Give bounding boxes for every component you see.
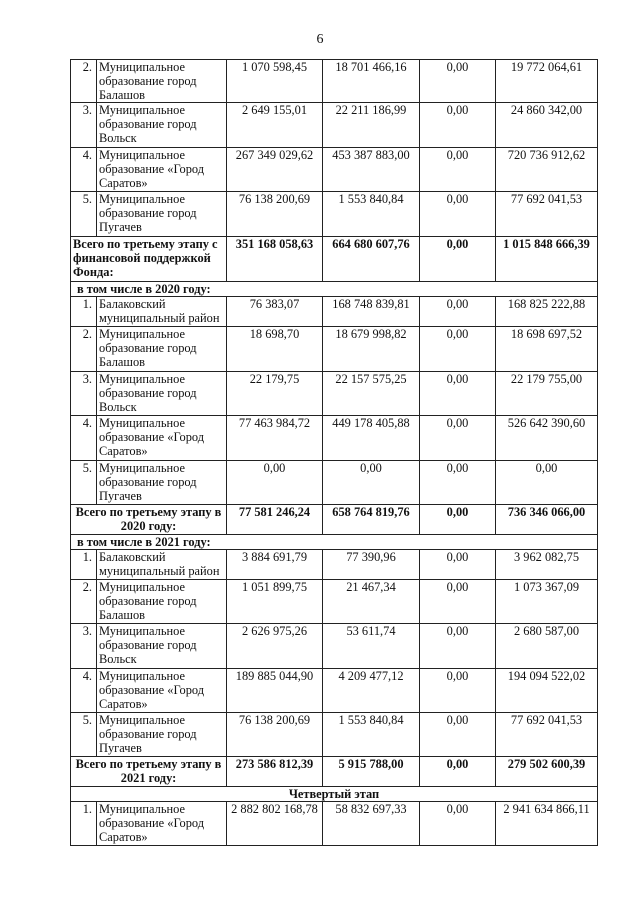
amount-col3: 0,00 — [420, 624, 496, 669]
amount-col2: 77 390,96 — [323, 550, 420, 580]
amount-col2: 21 467,34 — [323, 580, 420, 624]
amount-total: 2 941 634 866,11 — [496, 802, 598, 846]
municipality-name: Муниципальное образование город Вольск — [97, 103, 227, 148]
amount-col1: 1 051 899,75 — [227, 580, 323, 624]
amount-col1: 267 349 029,62 — [227, 148, 323, 192]
amount-col1: 18 698,70 — [227, 327, 323, 372]
amount-col3: 0,00 — [420, 802, 496, 846]
amount-col1: 189 885 044,90 — [227, 669, 323, 713]
table-row — [71, 461, 598, 505]
row-number: 3. — [71, 624, 97, 669]
amount-total: 77 692 041,53 — [496, 192, 598, 237]
amount-col2: 18 701 466,16 — [323, 60, 420, 103]
row-number: 3. — [71, 103, 97, 148]
row-number: 1. — [71, 297, 97, 327]
amount-col1: 77 463 984,72 — [227, 416, 323, 461]
table-row — [71, 713, 598, 757]
amount-col1: 77 581 246,24 — [227, 505, 323, 535]
row-number: 4. — [71, 416, 97, 461]
amount-col3: 0,00 — [420, 461, 496, 505]
amount-col1: 2 882 802 168,78 — [227, 802, 323, 846]
row-number: 4. — [71, 148, 97, 192]
amount-total: 19 772 064,61 — [496, 60, 598, 103]
municipality-name: Муниципальное образование «Город Саратов» — [97, 669, 227, 713]
total-label: Всего по третьему этапу с финансовой поддержкой Фонда: — [71, 237, 227, 282]
amount-col3: 0,00 — [420, 757, 496, 787]
amount-col3: 0,00 — [420, 713, 496, 757]
amount-col2: 5 915 788,00 — [323, 757, 420, 787]
amount-col2: 22 211 186,99 — [323, 103, 420, 148]
total-label: Всего по третьему этапу в 2020 году: — [71, 505, 227, 535]
amount-col2: 658 764 819,76 — [323, 505, 420, 535]
table-row — [71, 624, 598, 669]
section-header-row — [71, 787, 598, 802]
section-label: Четвертый этап — [71, 787, 598, 802]
row-number: 5. — [71, 713, 97, 757]
amount-col2: 449 178 405,88 — [323, 416, 420, 461]
amount-col1: 2 626 975,26 — [227, 624, 323, 669]
municipality-name: Муниципальное образование город Вольск — [97, 624, 227, 669]
municipality-name: Муниципальное образование «Город Саратов» — [97, 148, 227, 192]
row-number: 3. — [71, 372, 97, 416]
amount-col2: 22 157 575,25 — [323, 372, 420, 416]
amount-col1: 2 649 155,01 — [227, 103, 323, 148]
amount-total: 194 094 522,02 — [496, 669, 598, 713]
table-row — [71, 416, 598, 461]
municipality-name: Балаковский муниципальный район — [97, 297, 227, 327]
table-row — [71, 580, 598, 624]
financing-table — [70, 59, 598, 846]
total-row — [71, 757, 598, 787]
amount-total: 77 692 041,53 — [496, 713, 598, 757]
row-number: 5. — [71, 192, 97, 237]
municipality-name: Балаковский муниципальный район — [97, 550, 227, 580]
row-number: 1. — [71, 550, 97, 580]
amount-col2: 0,00 — [323, 461, 420, 505]
table-row — [71, 148, 598, 192]
amount-col3: 0,00 — [420, 416, 496, 461]
amount-total: 0,00 — [496, 461, 598, 505]
amount-col1: 1 070 598,45 — [227, 60, 323, 103]
amount-col1: 273 586 812,39 — [227, 757, 323, 787]
amount-col3: 0,00 — [420, 669, 496, 713]
row-number: 2. — [71, 327, 97, 372]
table-row — [71, 192, 598, 237]
amount-total: 3 962 082,75 — [496, 550, 598, 580]
amount-col3: 0,00 — [420, 505, 496, 535]
table-row — [71, 669, 598, 713]
subheader-row — [71, 282, 598, 297]
subheader-row — [71, 535, 598, 550]
municipality-name: Муниципальное образование город Балашов — [97, 327, 227, 372]
amount-total: 168 825 222,88 — [496, 297, 598, 327]
subheader-label: в том числе в 2021 году: — [71, 535, 598, 550]
amount-col3: 0,00 — [420, 580, 496, 624]
amount-col3: 0,00 — [420, 192, 496, 237]
municipality-name: Муниципальное образование город Балашов — [97, 580, 227, 624]
amount-total: 2 680 587,00 — [496, 624, 598, 669]
amount-col2: 58 832 697,33 — [323, 802, 420, 846]
table-row — [71, 60, 598, 103]
amount-col3: 0,00 — [420, 237, 496, 282]
subheader-label: в том числе в 2020 году: — [71, 282, 598, 297]
amount-col3: 0,00 — [420, 372, 496, 416]
amount-col2: 4 209 477,12 — [323, 669, 420, 713]
table-row — [71, 802, 598, 846]
amount-total: 526 642 390,60 — [496, 416, 598, 461]
amount-col1: 351 168 058,63 — [227, 237, 323, 282]
total-row — [71, 505, 598, 535]
total-label: Всего по третьему этапу в 2021 году: — [71, 757, 227, 787]
amount-total: 1 073 367,09 — [496, 580, 598, 624]
amount-col2: 53 611,74 — [323, 624, 420, 669]
amount-col1: 3 884 691,79 — [227, 550, 323, 580]
row-number: 2. — [71, 580, 97, 624]
municipality-name: Муниципальное образование «Город Саратов» — [97, 416, 227, 461]
row-number: 4. — [71, 669, 97, 713]
municipality-name: Муниципальное образование город Пугачев — [97, 461, 227, 505]
municipality-name: Муниципальное образование город Балашов — [97, 60, 227, 103]
amount-col2: 1 553 840,84 — [323, 192, 420, 237]
row-number: 5. — [71, 461, 97, 505]
table-row — [71, 550, 598, 580]
amount-total: 24 860 342,00 — [496, 103, 598, 148]
amount-col2: 18 679 998,82 — [323, 327, 420, 372]
amount-col3: 0,00 — [420, 148, 496, 192]
total-row — [71, 237, 598, 282]
amount-total: 720 736 912,62 — [496, 148, 598, 192]
amount-col3: 0,00 — [420, 103, 496, 148]
municipality-name: Муниципальное образование город Вольск — [97, 372, 227, 416]
amount-col2: 664 680 607,76 — [323, 237, 420, 282]
amount-col1: 0,00 — [227, 461, 323, 505]
row-number: 2. — [71, 60, 97, 103]
row-number: 1. — [71, 802, 97, 846]
amount-total: 1 015 848 666,39 — [496, 237, 598, 282]
table-row — [71, 372, 598, 416]
municipality-name: Муниципальное образование город Пугачев — [97, 713, 227, 757]
amount-col1: 76 138 200,69 — [227, 192, 323, 237]
table-row — [71, 297, 598, 327]
amount-col2: 1 553 840,84 — [323, 713, 420, 757]
amount-total: 18 698 697,52 — [496, 327, 598, 372]
amount-total: 22 179 755,00 — [496, 372, 598, 416]
amount-col3: 0,00 — [420, 327, 496, 372]
amount-col3: 0,00 — [420, 60, 496, 103]
amount-col3: 0,00 — [420, 550, 496, 580]
amount-total: 736 346 066,00 — [496, 505, 598, 535]
table-row — [71, 103, 598, 148]
page-number: 6 — [316, 32, 324, 47]
amount-col1: 76 383,07 — [227, 297, 323, 327]
amount-col1: 22 179,75 — [227, 372, 323, 416]
municipality-name: Муниципальное образование «Город Саратов» — [97, 802, 227, 846]
amount-total: 279 502 600,39 — [496, 757, 598, 787]
amount-col2: 168 748 839,81 — [323, 297, 420, 327]
table-row — [71, 327, 598, 372]
municipality-name: Муниципальное образование город Пугачев — [97, 192, 227, 237]
amount-col3: 0,00 — [420, 297, 496, 327]
amount-col1: 76 138 200,69 — [227, 713, 323, 757]
amount-col2: 453 387 883,00 — [323, 148, 420, 192]
